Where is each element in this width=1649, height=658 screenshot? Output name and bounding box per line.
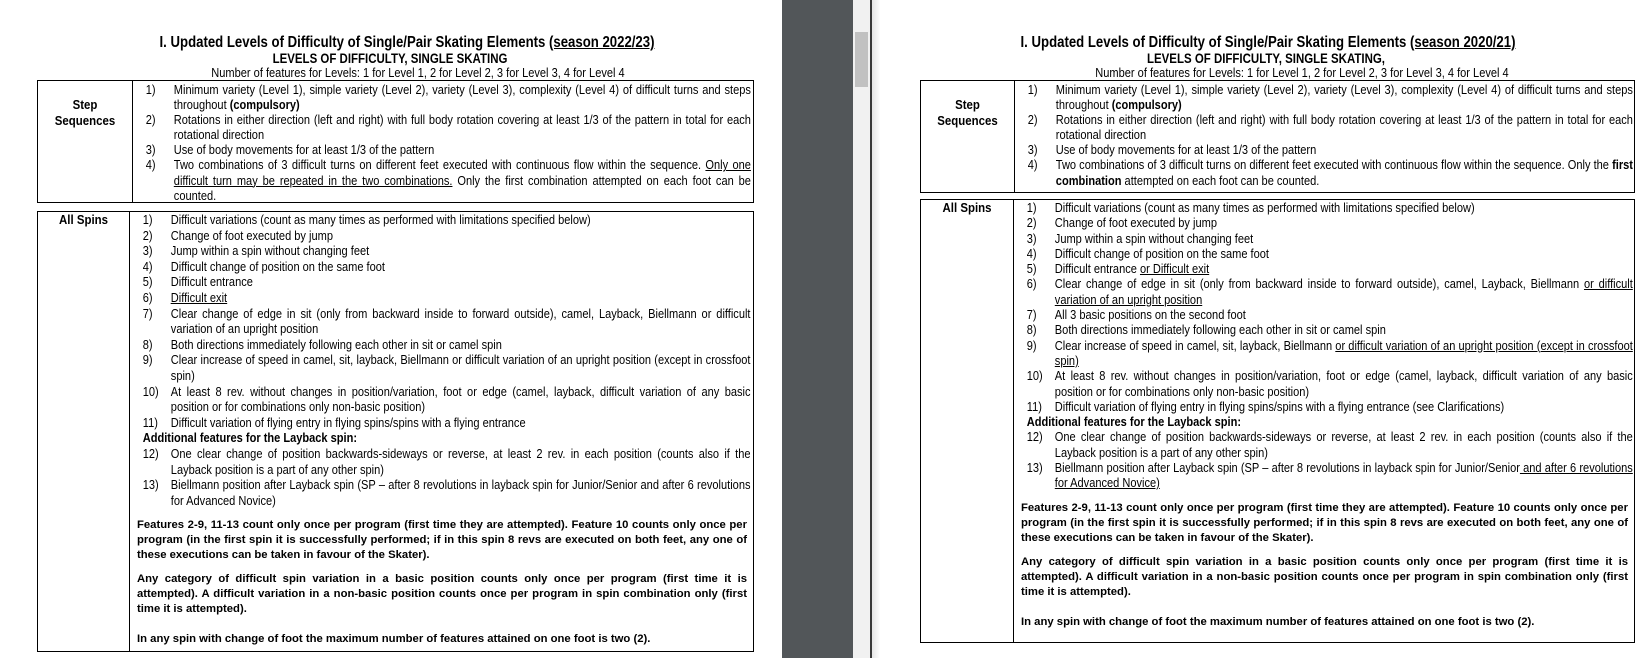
- list-item: [130, 306, 751, 337]
- page-subtitle: LEVELS OF DIFFICULTY, SINGLE SKATING: [272, 51, 508, 66]
- item-number: 4): [145, 157, 156, 173]
- step-sequences-label: [921, 81, 1015, 192]
- item-number: 9): [142, 352, 153, 368]
- item-text: Difficult change of position on the same foot: [1054, 245, 1269, 261]
- feature-list: [130, 212, 751, 508]
- all-spins-table: [37, 211, 754, 652]
- all-spins-features: [130, 212, 753, 651]
- item-text: Change of foot executed by jump: [170, 227, 333, 243]
- list-item: [130, 259, 751, 275]
- item-number: 5): [1026, 261, 1037, 277]
- item-text: Biellmann position after Layback spin (SP – after 8 revolutions in layback spin for Junior/Senior and after 6 revolutions for Advanced Novice): [170, 477, 751, 508]
- list-item: [133, 82, 751, 112]
- list-item: [1014, 338, 1633, 369]
- item-text: Minimum variety (Level 1), simple variety (Level 2), variety (Level 3), complexity (Level 4) of difficult turns and steps throughout: [173, 82, 751, 113]
- note-paragraph: Features 2-9, 11-13 count only once per program (first time they are attempted). Feature 10 counts only once per program (in the first spin it is successfully performed; if in this spin 8 revs are executed on both feet, any one of these executions can be taken in favour of the Skater).: [137, 519, 747, 562]
- list-item: [1014, 460, 1633, 491]
- label-line: Step: [72, 97, 98, 112]
- list-item: [133, 157, 751, 202]
- item-number: 6): [1026, 276, 1037, 292]
- item-text: Both directions immediately following each other in sit or camel spin: [1054, 322, 1386, 338]
- all-spins-table: [920, 199, 1635, 643]
- list-item: [130, 415, 751, 431]
- item-number: 2): [1027, 112, 1038, 128]
- item-text: or difficult variation of an upright position (except in crossfoot spin): [1054, 337, 1633, 368]
- item-text: Difficult entrance: [1054, 261, 1140, 277]
- page-title: [1021, 34, 1516, 51]
- feature-list: [133, 82, 751, 203]
- list-heading: Additional features for the Layback spin:: [1026, 414, 1242, 430]
- item-number: 10): [1026, 368, 1043, 384]
- item-number: 2): [142, 227, 153, 243]
- list-item: [1014, 231, 1633, 246]
- list-item: [1014, 399, 1633, 414]
- step-sequences-label: [38, 81, 133, 202]
- item-number: 12): [142, 445, 159, 461]
- item-text: Biellmann position after Layback spin (SP – after 8 revolutions in layback spin for Junior/Senior: [1054, 460, 1520, 476]
- step-sequences-table: [920, 80, 1635, 193]
- spin-notes: [130, 518, 753, 647]
- item-number: 7): [142, 305, 153, 321]
- item-text: Only the first combination attempted on each foot can be counted.: [173, 172, 751, 203]
- left-document-page: [0, 0, 782, 658]
- list-heading: Additional features for the Layback spin:: [142, 430, 358, 446]
- title-text: I. Updated Levels of Difficulty of Single/Pair Skating Elements: [159, 34, 550, 51]
- item-number: 1): [1026, 200, 1037, 215]
- list-item: [1014, 276, 1633, 307]
- item-text: attempted on each foot can be counted.: [1121, 172, 1320, 188]
- list-item: [1014, 307, 1633, 322]
- list-item: [130, 337, 751, 353]
- page-subtitle: LEVELS OF DIFFICULTY, SINGLE SKATING,: [1146, 51, 1386, 66]
- item-text: Difficult variation of flying entry in flying spins/spins with a flying entrance (see Clarifications): [1054, 398, 1505, 414]
- item-text: or Difficult exit: [1139, 261, 1210, 277]
- item-text: Difficult change of position on the same foot: [170, 258, 385, 274]
- item-text: Rotations in either direction (left and right) with full body rotation covering at least 1/3 of the pattern in total for each rotational direction: [1055, 112, 1633, 143]
- item-number: 13): [142, 477, 159, 493]
- item-number: 4): [1026, 245, 1037, 261]
- list-item: [1014, 368, 1633, 399]
- all-spins-label: [921, 200, 1014, 642]
- viewer-divider: [782, 0, 853, 658]
- item-text: Difficult variations (count as many times as performed with limitations specified below): [1054, 200, 1475, 215]
- page-title: [160, 34, 655, 51]
- item-number: 4): [1027, 157, 1038, 173]
- list-item: [133, 142, 751, 157]
- item-text: Clear increase of speed in camel, sit, layback, Biellmann or difficult variation of an upright position (except in crossfoot spin): [170, 352, 751, 383]
- item-text: Difficult entrance: [170, 274, 253, 290]
- note-paragraph: Features 2-9, 11-13 count only once per program (first time they are attempted). Feature 10 counts only once per program (in the first spin it is successfully performed; if in this spin 8 revs are executed on both feet, any one of these executions can be taken in favour of the Skater).: [1021, 501, 1628, 544]
- list-item: [130, 446, 751, 477]
- item-number: 4): [142, 258, 153, 274]
- item-number: 8): [142, 336, 153, 352]
- list-item: [130, 243, 751, 259]
- list-item: [1014, 322, 1633, 337]
- scrollbar-thumb[interactable]: [855, 32, 868, 87]
- item-number: 12): [1026, 429, 1043, 445]
- label-line: Sequences: [54, 112, 116, 128]
- item-text: Rotations in either direction (left and right) with full body rotation covering at least 1/3 of the pattern in total for each rotational direction: [173, 112, 751, 143]
- item-text: and after 6 revolutions for Advanced Novice): [1054, 460, 1633, 491]
- note-paragraph: Any category of difficult spin variation in a basic position counts only once per program (first time it is attempted). A difficult variation in a non-basic position counts once per program in spin combination only (first time it is attempted).: [1021, 555, 1628, 598]
- item-number: 10): [142, 383, 159, 399]
- item-text: (compulsory): [229, 97, 300, 113]
- item-text: Only one difficult turn may be repeated in the two combinations.: [173, 157, 751, 188]
- levels-description: Number of features for Levels: 1 for Level 1, 2 for Level 2, 3 for Level 3, 4 for Level 4: [1095, 65, 1509, 80]
- item-number: 11): [1026, 398, 1042, 414]
- item-number: 8): [1026, 322, 1037, 338]
- all-spins-label: [38, 212, 130, 651]
- list-item: [130, 352, 751, 383]
- all-spins-features: [1014, 200, 1634, 642]
- item-text: first combination: [1055, 157, 1633, 188]
- item-text: Change of foot executed by jump: [1054, 215, 1217, 231]
- note-paragraph: In any spin with change of foot the maximum number of features attained on one foot is two (2).: [1021, 615, 1535, 628]
- item-number: 1): [142, 212, 153, 227]
- item-number: 3): [1026, 230, 1037, 246]
- item-number: 11): [142, 414, 158, 430]
- list-item: [130, 274, 751, 290]
- label-line: All Spins: [942, 200, 992, 215]
- list-item: [1014, 261, 1633, 276]
- list-item: [1015, 157, 1633, 187]
- label-line: Sequences: [937, 112, 998, 128]
- item-number: 2): [145, 112, 156, 128]
- item-number: 9): [1026, 337, 1037, 353]
- list-item: [130, 228, 751, 244]
- item-text: Difficult exit: [170, 289, 228, 305]
- levels-description: Number of features for Levels: 1 for Level 1, 2 for Level 2, 3 for Level 3, 4 for Level 4: [211, 65, 625, 80]
- list-item: [133, 112, 751, 142]
- item-text: Jump within a spin without changing feet: [170, 243, 370, 259]
- item-text: Jump within a spin without changing feet: [1054, 230, 1254, 246]
- list-item: [1014, 200, 1633, 215]
- list-item: [130, 212, 751, 228]
- item-text: Minimum variety (Level 1), simple variety (Level 2), variety (Level 3), complexity (Level 4) of difficult turns and steps throughout: [1055, 82, 1633, 113]
- item-text: Use of body movements for at least 1/3 of the pattern: [1055, 142, 1317, 158]
- item-text: or difficult variation of an upright position: [1054, 276, 1633, 307]
- item-text: Use of body movements for at least 1/3 of the pattern: [173, 142, 435, 158]
- item-text: Clear increase of speed in camel, sit, layback, Biellmann: [1054, 337, 1336, 353]
- list-item: [130, 290, 751, 306]
- item-text: Two combinations of 3 difficult turns on different feet executed with continuous flow within the sequence.: [173, 157, 706, 173]
- item-text: Clear change of edge in sit (only from backward inside to forward outside), camel, Layback, Biellmann or difficult variation of an upright position: [170, 305, 751, 337]
- list-item: [1015, 142, 1633, 157]
- list-item: [130, 477, 751, 508]
- step-sequences-table: [37, 80, 754, 203]
- note-paragraph: In any spin with change of foot the maximum number of features attained on one foot is two (2).: [137, 633, 651, 646]
- item-text: At least 8 rev. without changes in position/variation, foot or edge (camel, layback, difficult variation of any basic position or for combinations only non-basic position): [170, 383, 751, 415]
- step-sequences-features: [1015, 81, 1634, 192]
- feature-list: [1014, 200, 1633, 491]
- item-number: 5): [142, 274, 153, 290]
- item-number: 1): [1027, 82, 1038, 97]
- item-number: 2): [1026, 215, 1037, 231]
- list-item: [1014, 215, 1633, 230]
- item-text: At least 8 rev. without changes in position/variation, foot or edge (camel, layback, difficult variation of any basic position or for combinations only non-basic position): [1054, 368, 1633, 399]
- item-number: 3): [145, 142, 156, 158]
- right-document-page: [872, 0, 1649, 658]
- title-season: (season 2020/21): [1410, 34, 1516, 51]
- item-number: 7): [1026, 307, 1037, 323]
- item-number: 13): [1026, 460, 1043, 476]
- item-text: (compulsory): [1111, 97, 1182, 113]
- item-text: Both directions immediately following each other in sit or camel spin: [170, 336, 502, 352]
- item-text: Difficult variations (count as many times as performed with limitations specified below): [170, 212, 591, 227]
- item-text: Two combinations of 3 difficult turns on different feet executed with continuous flow within the sequence. Only the: [1055, 157, 1613, 173]
- list-item: [1014, 429, 1633, 460]
- item-text: Difficult variation of flying entry in flying spins/spins with a flying entrance: [170, 414, 526, 430]
- title-season: (season 2022/23): [549, 34, 655, 51]
- list-item: [1014, 246, 1633, 261]
- list-item: [1015, 112, 1633, 142]
- item-text: One clear change of position backwards-sideways or reverse, at least 2 rev. in each position (counts also if the Layback position is a part of any other spin): [1054, 429, 1633, 460]
- spin-notes: [1014, 501, 1634, 630]
- title-text: I. Updated Levels of Difficulty of Single/Pair Skating Elements: [1020, 34, 1411, 51]
- item-number: 3): [142, 243, 153, 259]
- item-number: 6): [142, 289, 153, 305]
- item-text: Clear change of edge in sit (only from backward inside to forward outside), camel, Layback, Biellmann: [1054, 276, 1584, 292]
- scrollbar[interactable]: [853, 0, 870, 658]
- feature-list: [1015, 82, 1633, 188]
- step-sequences-features: [133, 81, 753, 202]
- item-number: 3): [1027, 142, 1038, 158]
- note-paragraph: Any category of difficult spin variation in a basic position counts only once per program (first time it is attempted). A difficult variation in a non-basic position counts once per program in spin combination only (first time it is attempted).: [137, 573, 747, 616]
- list-item: [130, 384, 751, 415]
- item-text: One clear change of position backwards-sideways or reverse, at least 2 rev. in each position (counts also if the Layback position is a part of any other spin): [170, 445, 751, 477]
- item-number: 1): [145, 82, 156, 97]
- list-item: [1015, 82, 1633, 112]
- label-line: All Spins: [59, 212, 108, 227]
- item-text: All 3 basic positions on the second foot: [1054, 307, 1246, 323]
- label-line: Step: [955, 97, 980, 112]
